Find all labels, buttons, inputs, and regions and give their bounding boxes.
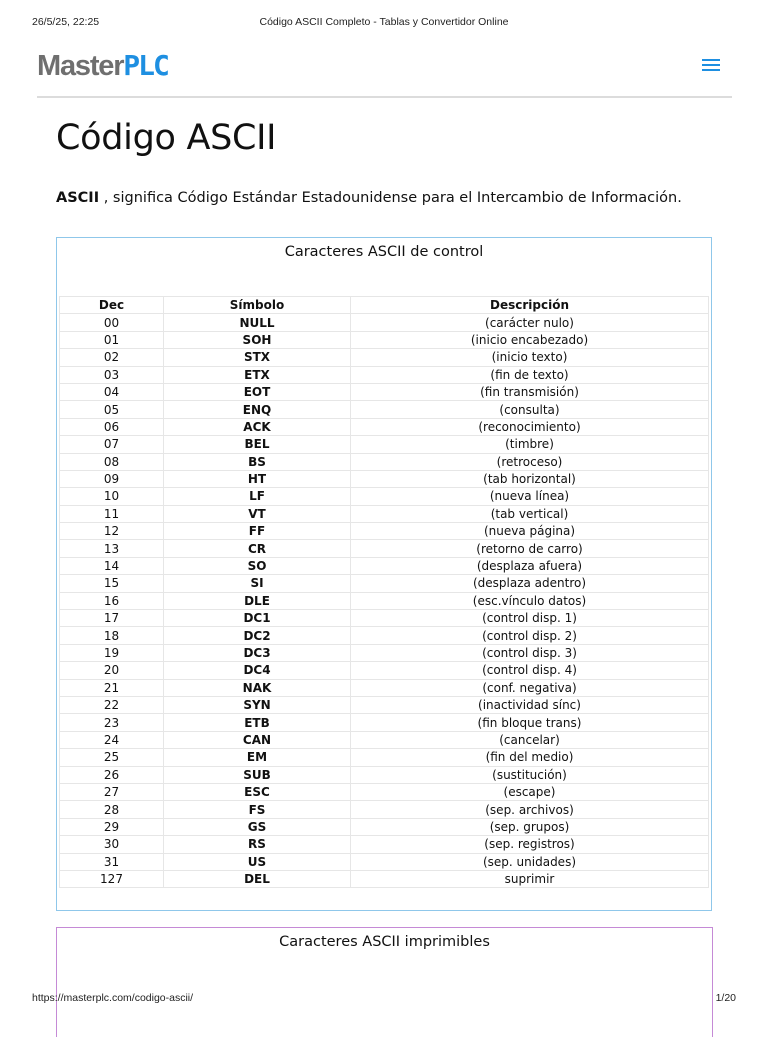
- cell-symbol: BEL: [164, 436, 351, 453]
- cell-description: (sep. unidades): [351, 853, 709, 870]
- cell-dec: 26: [60, 766, 164, 783]
- cell-description: (carácter nulo): [351, 314, 709, 331]
- table-row: [60, 766, 709, 783]
- column-header-description: Descripción: [351, 297, 709, 314]
- table-header-row: [60, 297, 709, 314]
- cell-description: (reconocimiento): [351, 418, 709, 435]
- control-table-caption: Caracteres ASCII de control: [284, 244, 484, 260]
- cell-description: (esc.vínculo datos): [351, 592, 709, 609]
- cell-dec: 22: [60, 696, 164, 713]
- control-characters-table: [59, 296, 709, 888]
- cell-dec: 23: [60, 714, 164, 731]
- cell-description: (fin de texto): [351, 366, 709, 383]
- table-row: [60, 818, 709, 835]
- cell-symbol: DC4: [164, 662, 351, 679]
- cell-symbol: NULL: [164, 314, 351, 331]
- cell-dec: 11: [60, 505, 164, 522]
- cell-description: (conf. negativa): [351, 679, 709, 696]
- cell-dec: 29: [60, 818, 164, 835]
- cell-description: (sep. registros): [351, 836, 709, 853]
- table-row: [60, 627, 709, 644]
- cell-symbol: EOT: [164, 383, 351, 400]
- intro-paragraph: [56, 190, 716, 206]
- table-row: [60, 331, 709, 348]
- cell-symbol: DC2: [164, 627, 351, 644]
- cell-description: (tab vertical): [351, 505, 709, 522]
- cell-dec: 17: [60, 610, 164, 627]
- table-row: [60, 870, 709, 887]
- cell-dec: 28: [60, 801, 164, 818]
- cell-symbol: STX: [164, 349, 351, 366]
- logo-plc-text: PLC: [123, 49, 168, 82]
- cell-description: (cancelar): [351, 731, 709, 748]
- cell-dec: 08: [60, 453, 164, 470]
- table-row: [60, 644, 709, 661]
- cell-description: (retroceso): [351, 453, 709, 470]
- cell-dec: 16: [60, 592, 164, 609]
- hamburger-menu-icon[interactable]: [702, 56, 720, 72]
- table-row: [60, 592, 709, 609]
- cell-description: (sep. archivos): [351, 801, 709, 818]
- control-characters-table-container: [56, 237, 712, 911]
- cell-symbol: CR: [164, 540, 351, 557]
- cell-dec: 10: [60, 488, 164, 505]
- cell-dec: 03: [60, 366, 164, 383]
- cell-dec: 02: [60, 349, 164, 366]
- table-row: [60, 662, 709, 679]
- table-row: [60, 836, 709, 853]
- cell-symbol: DEL: [164, 870, 351, 887]
- cell-description: (nueva línea): [351, 488, 709, 505]
- cell-dec: 00: [60, 314, 164, 331]
- cell-description: (control disp. 2): [351, 627, 709, 644]
- cell-dec: 13: [60, 540, 164, 557]
- cell-dec: 12: [60, 523, 164, 540]
- cell-description: (tab horizontal): [351, 470, 709, 487]
- cell-description: (control disp. 3): [351, 644, 709, 661]
- cell-dec: 01: [60, 331, 164, 348]
- table-row: [60, 540, 709, 557]
- cell-dec: 09: [60, 470, 164, 487]
- cell-symbol: LF: [164, 488, 351, 505]
- cell-description: (desplaza afuera): [351, 557, 709, 574]
- cell-dec: 30: [60, 836, 164, 853]
- printable-table-caption: Caracteres ASCII imprimibles: [279, 934, 490, 950]
- cell-description: (consulta): [351, 401, 709, 418]
- cell-symbol: SO: [164, 557, 351, 574]
- cell-symbol: DC3: [164, 644, 351, 661]
- intro-text: , significa Código Estándar Estadounidense para el Intercambio de Información.: [99, 190, 682, 206]
- cell-symbol: SI: [164, 575, 351, 592]
- cell-dec: 14: [60, 557, 164, 574]
- print-page-number: 1/20: [715, 992, 736, 1004]
- table-row: [60, 470, 709, 487]
- print-footer: [32, 992, 736, 1008]
- cell-symbol: ESC: [164, 783, 351, 800]
- table-row: [60, 783, 709, 800]
- cell-symbol: SOH: [164, 331, 351, 348]
- table-row: [60, 401, 709, 418]
- cell-symbol: EM: [164, 749, 351, 766]
- cell-description: (control disp. 4): [351, 662, 709, 679]
- table-row: [60, 383, 709, 400]
- table-row: [60, 349, 709, 366]
- cell-symbol: ENQ: [164, 401, 351, 418]
- site-logo[interactable]: [37, 50, 168, 82]
- cell-symbol: HT: [164, 470, 351, 487]
- cell-symbol: BS: [164, 453, 351, 470]
- cell-description: (fin bloque trans): [351, 714, 709, 731]
- cell-symbol: VT: [164, 505, 351, 522]
- table-row: [60, 366, 709, 383]
- cell-description: (sep. grupos): [351, 818, 709, 835]
- table-row: [60, 610, 709, 627]
- table-row: [60, 731, 709, 748]
- cell-dec: 05: [60, 401, 164, 418]
- cell-symbol: DC1: [164, 610, 351, 627]
- column-header-symbol: Símbolo: [164, 297, 351, 314]
- cell-dec: 04: [60, 383, 164, 400]
- cell-description: (sustitución): [351, 766, 709, 783]
- cell-description: (control disp. 1): [351, 610, 709, 627]
- cell-symbol: FS: [164, 801, 351, 818]
- cell-symbol: CAN: [164, 731, 351, 748]
- table-row: [60, 418, 709, 435]
- cell-symbol: GS: [164, 818, 351, 835]
- cell-description: (fin transmisión): [351, 383, 709, 400]
- cell-description: (timbre): [351, 436, 709, 453]
- cell-symbol: FF: [164, 523, 351, 540]
- cell-dec: 21: [60, 679, 164, 696]
- cell-dec: 07: [60, 436, 164, 453]
- table-row: [60, 575, 709, 592]
- cell-dec: 19: [60, 644, 164, 661]
- printable-characters-table-container: [56, 927, 713, 1037]
- cell-dec: 15: [60, 575, 164, 592]
- cell-description: (inicio encabezado): [351, 331, 709, 348]
- table-row: [60, 436, 709, 453]
- cell-symbol: DLE: [164, 592, 351, 609]
- print-url: https://masterplc.com/codigo-ascii/: [32, 992, 194, 1004]
- page-title: Código ASCII: [56, 118, 277, 158]
- cell-symbol: ACK: [164, 418, 351, 435]
- cell-description: (fin del medio): [351, 749, 709, 766]
- cell-description: (desplaza adentro): [351, 575, 709, 592]
- cell-symbol: ETX: [164, 366, 351, 383]
- print-page-title: Código ASCII Completo - Tablas y Convertidor Online: [259, 16, 509, 28]
- cell-description: (inactividad sínc): [351, 696, 709, 713]
- table-row: [60, 696, 709, 713]
- cell-dec: 20: [60, 662, 164, 679]
- table-row: [60, 523, 709, 540]
- cell-symbol: SUB: [164, 766, 351, 783]
- table-row: [60, 557, 709, 574]
- table-row: [60, 488, 709, 505]
- print-date: 26/5/25, 22:25: [32, 16, 100, 28]
- cell-dec: 27: [60, 783, 164, 800]
- table-row: [60, 453, 709, 470]
- logo-master-text: Master: [37, 50, 124, 82]
- table-row: [60, 749, 709, 766]
- cell-dec: 25: [60, 749, 164, 766]
- table-row: [60, 801, 709, 818]
- cell-dec: 06: [60, 418, 164, 435]
- cell-symbol: SYN: [164, 696, 351, 713]
- table-row: [60, 505, 709, 522]
- cell-symbol: RS: [164, 836, 351, 853]
- column-header-dec: Dec: [60, 297, 164, 314]
- cell-description: (inicio texto): [351, 349, 709, 366]
- cell-symbol: ETB: [164, 714, 351, 731]
- cell-dec: 31: [60, 853, 164, 870]
- cell-description: (escape): [351, 783, 709, 800]
- cell-dec: 24: [60, 731, 164, 748]
- table-row: [60, 679, 709, 696]
- table-row: [60, 853, 709, 870]
- cell-description: (retorno de carro): [351, 540, 709, 557]
- site-header: [37, 44, 732, 98]
- cell-dec: 127: [60, 870, 164, 887]
- print-header: [32, 16, 736, 32]
- cell-symbol: NAK: [164, 679, 351, 696]
- intro-bold-term: ASCII: [56, 190, 100, 206]
- table-row: [60, 314, 709, 331]
- cell-description: suprimir: [351, 870, 709, 887]
- cell-description: (nueva página): [351, 523, 709, 540]
- table-row: [60, 714, 709, 731]
- cell-symbol: US: [164, 853, 351, 870]
- cell-dec: 18: [60, 627, 164, 644]
